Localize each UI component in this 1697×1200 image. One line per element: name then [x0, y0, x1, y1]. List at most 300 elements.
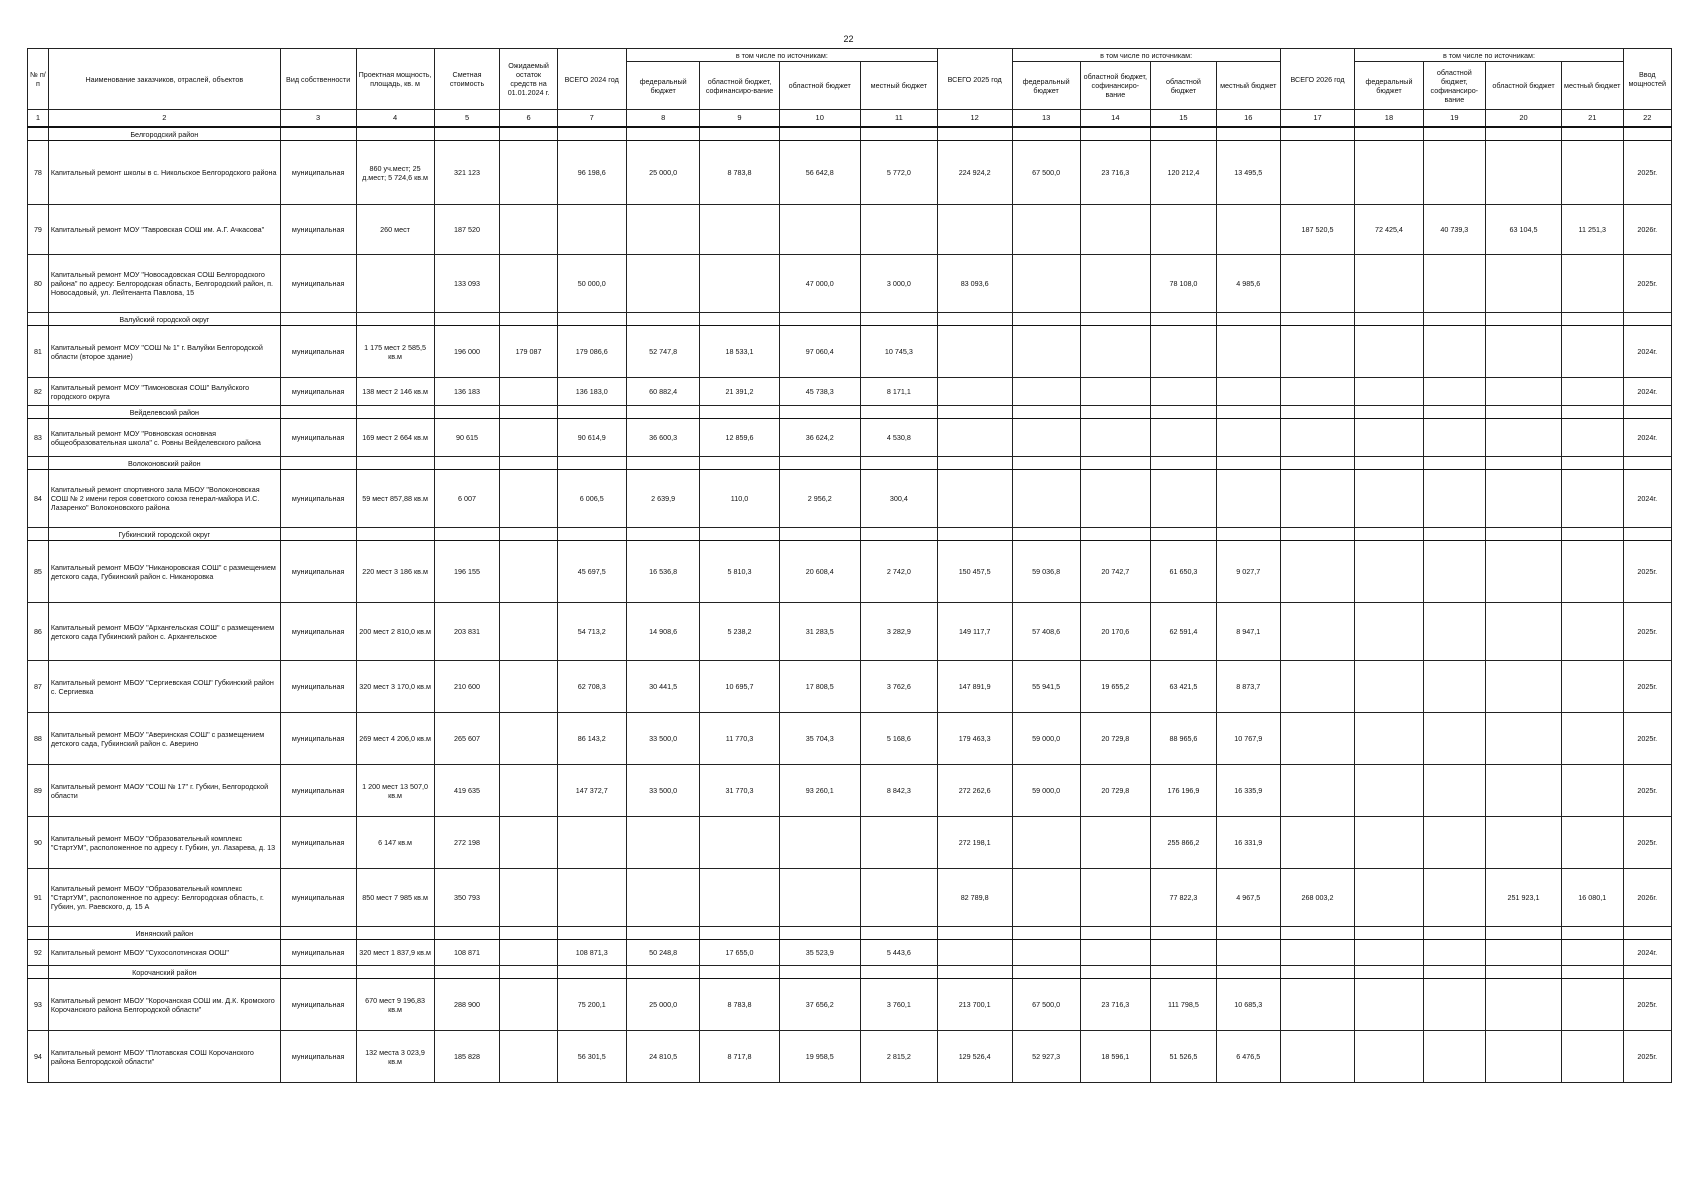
- region-cell-empty: [1623, 528, 1671, 541]
- region-name: Волоконовский район: [48, 457, 280, 470]
- table-cell: 86: [28, 603, 49, 661]
- table-cell: [500, 541, 557, 603]
- region-cell-empty: [434, 406, 500, 419]
- region-cell-empty: [434, 966, 500, 979]
- table-cell: 83: [28, 419, 49, 457]
- region-cell-empty: [1486, 457, 1562, 470]
- region-cell-empty: [500, 127, 557, 141]
- table-cell: 77 822,3: [1150, 869, 1216, 927]
- table-cell: 30 441,5: [626, 661, 700, 713]
- region-cell-empty: [434, 927, 500, 940]
- header-federal-2025: федеральный бюджет: [1012, 62, 1080, 110]
- region-cell-empty: [937, 966, 1012, 979]
- table-cell: 20 742,7: [1080, 541, 1150, 603]
- table-cell: [937, 326, 1012, 378]
- region-cell-empty: [1423, 927, 1486, 940]
- table-cell: [500, 713, 557, 765]
- table-cell: Капитальный ремонт МБОУ "Образовательный комплекс "СтартУМ", расположенное по адресу: Белгородская область, г. Губкин, ул. Раевского, д. 15 А: [48, 869, 280, 927]
- table-cell: 94: [28, 1031, 49, 1083]
- table-cell: 9 027,7: [1216, 541, 1280, 603]
- table-cell: [1280, 378, 1355, 406]
- table-row: [28, 470, 1672, 528]
- table-cell: Капитальный ремонт спортивного зала МБОУ "Волоконовская СОШ № 2 имени героя советского союза генерал-майора И.С. Лазаренко" Волоконовского района: [48, 470, 280, 528]
- region-cell-empty: [626, 457, 700, 470]
- region-cell-empty: [1080, 457, 1150, 470]
- region-cell-empty: [356, 313, 434, 326]
- table-cell: [1012, 378, 1080, 406]
- table-cell: [1355, 1031, 1423, 1083]
- region-cell-empty: [1216, 927, 1280, 940]
- region-cell-empty: [356, 406, 434, 419]
- table-cell: 8 842,3: [860, 765, 937, 817]
- table-cell: 85: [28, 541, 49, 603]
- table-row: [28, 869, 1672, 927]
- region-cell-empty: [280, 313, 356, 326]
- table-cell: [1561, 378, 1623, 406]
- table-cell: 179 087: [500, 326, 557, 378]
- table-cell: 224 924,2: [937, 141, 1012, 205]
- region-cell-empty: [434, 457, 500, 470]
- table-cell: Капитальный ремонт МОУ "Тимоновская СОШ" Валуйского городского округа: [48, 378, 280, 406]
- table-cell: [557, 817, 626, 869]
- table-cell: [1355, 979, 1423, 1031]
- table-cell: [500, 255, 557, 313]
- table-cell: [500, 817, 557, 869]
- table-cell: [1080, 255, 1150, 313]
- table-cell: [1355, 603, 1423, 661]
- table-cell: [1355, 141, 1423, 205]
- table-cell: 18 596,1: [1080, 1031, 1150, 1083]
- region-cell-empty: [1012, 313, 1080, 326]
- region-cell-empty: [1355, 457, 1423, 470]
- region-cell-empty: [1012, 457, 1080, 470]
- table-cell: 20 729,8: [1080, 765, 1150, 817]
- table-cell: 19 958,5: [779, 1031, 860, 1083]
- table-cell: [860, 869, 937, 927]
- table-cell: 37 656,2: [779, 979, 860, 1031]
- table-cell: 14 908,6: [626, 603, 700, 661]
- table-cell: [1012, 326, 1080, 378]
- header-sources-2025: в том числе по источникам:: [1012, 49, 1280, 62]
- column-number: 8: [626, 110, 700, 128]
- table-cell: [1486, 603, 1562, 661]
- table-cell: [1280, 141, 1355, 205]
- table-cell: 52 747,8: [626, 326, 700, 378]
- table-cell: [1355, 940, 1423, 966]
- table-cell: [1486, 979, 1562, 1031]
- header-cofin-2024: областной бюджет, софинансиро-вание: [700, 62, 779, 110]
- table-cell: 57 408,6: [1012, 603, 1080, 661]
- table-cell: 36 600,3: [626, 419, 700, 457]
- table-cell: 4 967,5: [1216, 869, 1280, 927]
- header-local-2024: местный бюджет: [860, 62, 937, 110]
- table-cell: 16 536,8: [626, 541, 700, 603]
- table-cell: муниципальная: [280, 326, 356, 378]
- table-cell: [1355, 869, 1423, 927]
- header-capacity: Проектная мощность, площадь, кв. м: [356, 49, 434, 110]
- region-cell-empty: [626, 313, 700, 326]
- column-number-row: [28, 110, 1672, 128]
- table-cell: [1423, 141, 1486, 205]
- region-cell-empty: [356, 528, 434, 541]
- region-cell-empty: [860, 406, 937, 419]
- table-cell: 25 000,0: [626, 141, 700, 205]
- table-cell: 6 007: [434, 470, 500, 528]
- table-cell: [1012, 869, 1080, 927]
- table-cell: [1012, 255, 1080, 313]
- table-cell: 5 168,6: [860, 713, 937, 765]
- table-cell: [1423, 378, 1486, 406]
- table-cell: 2024г.: [1623, 326, 1671, 378]
- region-name: Корочанский район: [48, 966, 280, 979]
- table-cell: [1423, 541, 1486, 603]
- table-cell: 33 500,0: [626, 765, 700, 817]
- table-cell: муниципальная: [280, 603, 356, 661]
- region-cell-empty: [1561, 406, 1623, 419]
- table-cell: [779, 869, 860, 927]
- table-cell: 25 000,0: [626, 979, 700, 1031]
- table-cell: 860 уч.мест; 25 д.мест; 5 724,6 кв.м: [356, 141, 434, 205]
- header-oblast-2024: областной бюджет: [779, 62, 860, 110]
- table-cell: 300,4: [860, 470, 937, 528]
- region-cell-empty: [626, 406, 700, 419]
- table-cell: 3 760,1: [860, 979, 937, 1031]
- table-cell: [1561, 470, 1623, 528]
- table-cell: 2 956,2: [779, 470, 860, 528]
- region-cell-empty: [1216, 457, 1280, 470]
- table-cell: [1423, 713, 1486, 765]
- region-cell-empty: [557, 927, 626, 940]
- table-cell: [626, 869, 700, 927]
- region-cell-empty: [1280, 966, 1355, 979]
- region-cell-empty: [1355, 406, 1423, 419]
- header-cofin-2025: областной бюджет, софинансиро-вание: [1080, 62, 1150, 110]
- table-cell: [1150, 470, 1216, 528]
- table-cell: муниципальная: [280, 470, 356, 528]
- table-cell: [1423, 765, 1486, 817]
- table-cell: [1280, 470, 1355, 528]
- table-cell: 17 808,5: [779, 661, 860, 713]
- table-cell: 10 685,3: [1216, 979, 1280, 1031]
- table-cell: муниципальная: [280, 869, 356, 927]
- table-cell: 196 000: [434, 326, 500, 378]
- table-cell: [1423, 470, 1486, 528]
- table-cell: [500, 470, 557, 528]
- table-cell: [1080, 419, 1150, 457]
- table-cell: [1561, 661, 1623, 713]
- table-row: [28, 979, 1672, 1031]
- region-cell-empty: [937, 457, 1012, 470]
- region-cell-empty: [860, 927, 937, 940]
- region-cell-empty: [1423, 966, 1486, 979]
- table-cell: 129 526,4: [937, 1031, 1012, 1083]
- table-cell: [1486, 326, 1562, 378]
- table-cell: 187 520,5: [1280, 205, 1355, 255]
- region-name: Губкинский городской округ: [48, 528, 280, 541]
- table-cell: [500, 419, 557, 457]
- table-cell: 108 871,3: [557, 940, 626, 966]
- table-cell: [1080, 470, 1150, 528]
- region-cell-empty: [779, 406, 860, 419]
- table-cell: [1423, 869, 1486, 927]
- table-cell: [1486, 1031, 1562, 1083]
- header-commissioning: Ввод мощностей: [1623, 49, 1671, 110]
- table-cell: [1216, 419, 1280, 457]
- region-cell-empty: [1080, 127, 1150, 141]
- region-cell-empty: [500, 927, 557, 940]
- region-cell-empty: [1216, 966, 1280, 979]
- column-number: 18: [1355, 110, 1423, 128]
- table-cell: 23 716,3: [1080, 979, 1150, 1031]
- table-cell: 63 421,5: [1150, 661, 1216, 713]
- table-cell: [626, 205, 700, 255]
- region-cell-empty: [1280, 457, 1355, 470]
- table-cell: 6 476,5: [1216, 1031, 1280, 1083]
- column-number: 20: [1486, 110, 1562, 128]
- table-cell: 350 793: [434, 869, 500, 927]
- region-cell-empty: [28, 313, 49, 326]
- table-row: [28, 378, 1672, 406]
- table-cell: 56 301,5: [557, 1031, 626, 1083]
- table-cell: [1216, 378, 1280, 406]
- region-cell-empty: [1486, 966, 1562, 979]
- table-cell: [1486, 141, 1562, 205]
- region-cell-empty: [1561, 127, 1623, 141]
- table-cell: 87: [28, 661, 49, 713]
- table-cell: [500, 979, 557, 1031]
- header-total-2026: ВСЕГО 2026 год: [1280, 49, 1355, 110]
- region-cell-empty: [1080, 927, 1150, 940]
- region-cell-empty: [280, 406, 356, 419]
- table-cell: 20 729,8: [1080, 713, 1150, 765]
- region-cell-empty: [557, 457, 626, 470]
- region-cell-empty: [779, 528, 860, 541]
- table-cell: 10 745,3: [860, 326, 937, 378]
- column-number: 10: [779, 110, 860, 128]
- region-cell-empty: [1561, 528, 1623, 541]
- table-cell: 2025г.: [1623, 603, 1671, 661]
- table-cell: 179 086,6: [557, 326, 626, 378]
- table-cell: [1355, 661, 1423, 713]
- table-cell: 83 093,6: [937, 255, 1012, 313]
- table-cell: [1561, 419, 1623, 457]
- table-cell: 2025г.: [1623, 255, 1671, 313]
- table-cell: 61 650,3: [1150, 541, 1216, 603]
- region-cell-empty: [356, 457, 434, 470]
- region-cell-empty: [1355, 528, 1423, 541]
- table-cell: 419 635: [434, 765, 500, 817]
- header-estimate: Сметная стоимость: [434, 49, 500, 110]
- table-cell: [1080, 817, 1150, 869]
- table-cell: 670 мест 9 196,83 кв.м: [356, 979, 434, 1031]
- region-cell-empty: [1150, 966, 1216, 979]
- region-cell-empty: [280, 127, 356, 141]
- table-cell: [1355, 713, 1423, 765]
- table-cell: 176 196,9: [1150, 765, 1216, 817]
- table-cell: муниципальная: [280, 940, 356, 966]
- table-cell: [1216, 470, 1280, 528]
- region-cell-empty: [1355, 127, 1423, 141]
- table-cell: 2025г.: [1623, 541, 1671, 603]
- table-cell: [700, 869, 779, 927]
- header-local-2025: местный бюджет: [1216, 62, 1280, 110]
- table-cell: [1012, 419, 1080, 457]
- table-cell: 2025г.: [1623, 1031, 1671, 1083]
- column-number: 16: [1216, 110, 1280, 128]
- table-cell: [1150, 378, 1216, 406]
- table-cell: [937, 470, 1012, 528]
- table-row: [28, 326, 1672, 378]
- region-cell-empty: [1216, 528, 1280, 541]
- table-cell: 20 170,6: [1080, 603, 1150, 661]
- table-cell: [1423, 1031, 1486, 1083]
- table-cell: [860, 817, 937, 869]
- column-number: 22: [1623, 110, 1671, 128]
- table-cell: [1423, 255, 1486, 313]
- table-cell: [1080, 869, 1150, 927]
- table-cell: Капитальный ремонт МБОУ "Корочанская СОШ им. Д.К. Кромского Корочанского района Белгородской области": [48, 979, 280, 1031]
- region-name: Ивнянский район: [48, 927, 280, 940]
- region-cell-empty: [1080, 528, 1150, 541]
- table-cell: 67 500,0: [1012, 141, 1080, 205]
- table-cell: [1216, 940, 1280, 966]
- region-cell-empty: [28, 927, 49, 940]
- region-cell-empty: [434, 313, 500, 326]
- table-cell: Капитальный ремонт МАОУ "СОШ № 17" г. Губкин, Белгородской области: [48, 765, 280, 817]
- table-cell: [937, 419, 1012, 457]
- table-cell: [1012, 940, 1080, 966]
- region-cell-empty: [1561, 457, 1623, 470]
- region-cell-empty: [1012, 406, 1080, 419]
- table-cell: 13 495,5: [1216, 141, 1280, 205]
- table-cell: 89: [28, 765, 49, 817]
- region-cell-empty: [1150, 127, 1216, 141]
- region-cell-empty: [557, 528, 626, 541]
- table-cell: 18 533,1: [700, 326, 779, 378]
- table-cell: 50 000,0: [557, 255, 626, 313]
- region-cell-empty: [1486, 313, 1562, 326]
- table-cell: [937, 205, 1012, 255]
- table-cell: 203 831: [434, 603, 500, 661]
- table-cell: 320 мест 1 837,9 кв.м: [356, 940, 434, 966]
- region-cell-empty: [1423, 127, 1486, 141]
- table-cell: [1280, 661, 1355, 713]
- table-cell: 200 мест 2 810,0 кв.м: [356, 603, 434, 661]
- table-cell: 54 713,2: [557, 603, 626, 661]
- table-cell: 120 212,4: [1150, 141, 1216, 205]
- table-cell: [1561, 765, 1623, 817]
- table-cell: 59 000,0: [1012, 765, 1080, 817]
- table-cell: Капитальный ремонт МБОУ "Аверинская СОШ" с размещением детского сада, Губкинский район с. Аверино: [48, 713, 280, 765]
- table-cell: 8 717,8: [700, 1031, 779, 1083]
- region-row: [28, 927, 1672, 940]
- header-federal-2024: федеральный бюджет: [626, 62, 700, 110]
- table-row: [28, 940, 1672, 966]
- table-cell: 255 866,2: [1150, 817, 1216, 869]
- region-cell-empty: [1280, 528, 1355, 541]
- table-cell: 96 198,6: [557, 141, 626, 205]
- table-cell: 20 608,4: [779, 541, 860, 603]
- table-cell: 2025г.: [1623, 817, 1671, 869]
- table-cell: 67 500,0: [1012, 979, 1080, 1031]
- table-cell: [1486, 255, 1562, 313]
- region-cell-empty: [356, 966, 434, 979]
- table-cell: 196 155: [434, 541, 500, 603]
- region-cell-empty: [1150, 406, 1216, 419]
- table-row: [28, 603, 1672, 661]
- region-cell-empty: [1623, 457, 1671, 470]
- table-cell: 90 615: [434, 419, 500, 457]
- table-cell: 169 мест 2 664 кв.м: [356, 419, 434, 457]
- header-total-2025: ВСЕГО 2025 год: [937, 49, 1012, 110]
- table-cell: 272 198: [434, 817, 500, 869]
- table-cell: [1280, 979, 1355, 1031]
- table-cell: 45 697,5: [557, 541, 626, 603]
- table-cell: 63 104,5: [1486, 205, 1562, 255]
- table-cell: [500, 661, 557, 713]
- table-cell: 31 283,5: [779, 603, 860, 661]
- column-number: 11: [860, 110, 937, 128]
- table-cell: 272 262,6: [937, 765, 1012, 817]
- region-cell-empty: [626, 528, 700, 541]
- table-cell: муниципальная: [280, 255, 356, 313]
- table-cell: 11 251,3: [1561, 205, 1623, 255]
- table-row: [28, 141, 1672, 205]
- region-cell-empty: [626, 927, 700, 940]
- column-number: 5: [434, 110, 500, 128]
- region-cell-empty: [779, 927, 860, 940]
- table-cell: 260 мест: [356, 205, 434, 255]
- region-cell-empty: [28, 966, 49, 979]
- table-cell: [1486, 817, 1562, 869]
- table-cell: [500, 141, 557, 205]
- region-cell-empty: [500, 457, 557, 470]
- region-cell-empty: [434, 127, 500, 141]
- region-cell-empty: [500, 313, 557, 326]
- region-cell-empty: [1623, 127, 1671, 141]
- region-cell-empty: [280, 966, 356, 979]
- table-cell: Капитальный ремонт МБОУ "Никаноровская СОШ" с размещением детского сада, Губкинский район с. Никаноровка: [48, 541, 280, 603]
- region-cell-empty: [860, 313, 937, 326]
- region-cell-empty: [500, 966, 557, 979]
- region-cell-empty: [860, 457, 937, 470]
- table-cell: 2025г.: [1623, 979, 1671, 1031]
- table-cell: 136 183: [434, 378, 500, 406]
- table-cell: 110,0: [700, 470, 779, 528]
- table-cell: [1080, 940, 1150, 966]
- table-cell: 90: [28, 817, 49, 869]
- table-cell: муниципальная: [280, 713, 356, 765]
- table-cell: [1280, 713, 1355, 765]
- table-cell: 269 мест 4 206,0 кв.м: [356, 713, 434, 765]
- header-local-2026: местный бюджет: [1561, 62, 1623, 110]
- region-cell-empty: [1012, 528, 1080, 541]
- column-number: 3: [280, 110, 356, 128]
- region-cell-empty: [937, 927, 1012, 940]
- table-cell: 86 143,2: [557, 713, 626, 765]
- table-cell: [1280, 541, 1355, 603]
- table-row: [28, 255, 1672, 313]
- column-number: 9: [700, 110, 779, 128]
- region-cell-empty: [779, 313, 860, 326]
- column-number: 19: [1423, 110, 1486, 128]
- table-cell: [1280, 817, 1355, 869]
- table-cell: муниципальная: [280, 205, 356, 255]
- table-cell: [356, 255, 434, 313]
- table-cell: 10 767,9: [1216, 713, 1280, 765]
- region-cell-empty: [1561, 313, 1623, 326]
- table-cell: муниципальная: [280, 765, 356, 817]
